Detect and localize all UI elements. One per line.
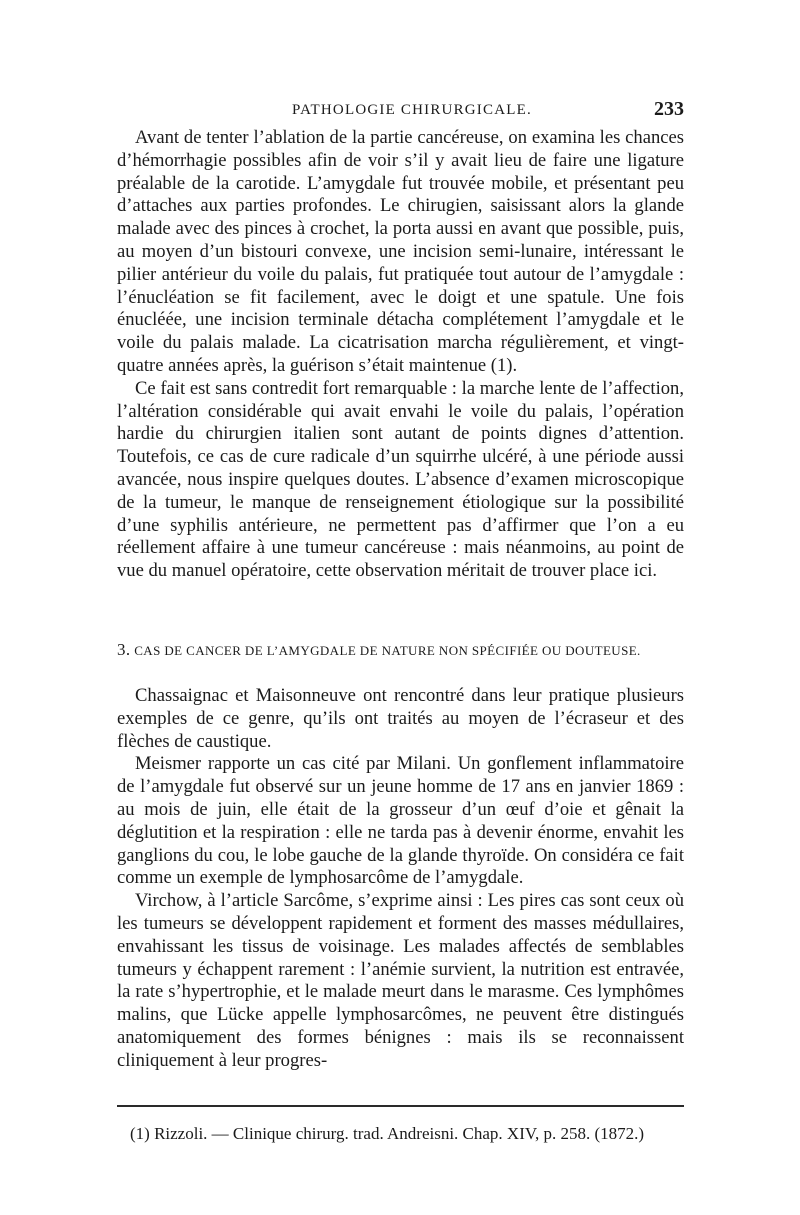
section-title: CAS DE CANCER DE L’AMYGDALE DE NATURE NON SPÉCIFIÉE OU DOUTEUSE. [134, 643, 641, 658]
body-text-top [117, 127, 684, 583]
running-title: PATHOLOGIE CHIRURGICALE. [292, 102, 532, 118]
section-number: 3. [117, 640, 131, 659]
paragraph: Virchow, à l’article Sarcôme, s’exprime ainsi : Les pires cas sont ceux où les tumeurs se développent rapidement et forment des masses médullaires, envahissant les tissus de voisinage. Les malades affectés de semblables tumeurs y échappent rarement : l’anémie survient, la nutrition est entravée, la rate s’hypertrophie, et le malade meurt dans le marasme. Ces lymphômes malins, que Lücke appelle lymphosarcômes, ne peuvent être distingués anatomiquement des formes bénignes : mais ils se reconnaissent cliniquement à leur progres- [117, 890, 684, 1071]
page-number: 233 [654, 98, 684, 120]
paragraph: Ce fait est sans contredit fort remarquable : la marche lente de l’affection, l’altération considérable qui avait envahi le voile du palais, l’opération hardie du chirurgien italien sont autant de points dignes d’attention. Toutefois, ce cas de cure radicale d’un squirrhe ulcéré, à une période aussi avancée, nous inspire quelques doutes. L’absence d’examen microscopique de la tumeur, le manque de renseignement étiologique sur la possibilité d’une syphilis antérieure, ne permettent pas d’affirmer que l’on a eu réellement affaire à une tumeur cancéreuse : mais néanmoins, au point de vue du manuel opératoire, cette observation méritait de trouver place ici. [117, 377, 684, 582]
footnote: (1) Rizzoli. — Clinique chirurg. trad. Andreisni. Chap. XIV, p. 258. (1872.) [130, 1124, 645, 1143]
paragraph: Chassaignac et Maisonneuve ont rencontré dans leur pratique plusieurs exemples de ce genre, qu’ils ont traités au moyen de l’écraseur et des flèches de caustique. [117, 685, 684, 752]
body-text-bottom [117, 685, 684, 1073]
section-heading [117, 640, 684, 660]
paragraph: Meismer rapporte un cas cité par Milani. Un gonflement inflammatoire de l’amygdale fut observé sur un jeune homme de 17 ans en janvier 1869 : au mois de juin, elle était de la grosseur d’un œuf d’oie et gênait la déglutition et la respiration : elle ne tarda pas à devenir énorme, envahit les ganglions du cou, le lobe gauche de la glande thyroïde. On considéra ce fait comme un exemple de lymphosarcôme de l’amygdale. [117, 753, 684, 889]
footnote-divider [117, 1105, 684, 1107]
paragraph: Avant de tenter l’ablation de la partie cancéreuse, on examina les chances d’hémorrhagie possibles afin de voir s’il y avait lieu de faire une ligature préalable de la carotide. L’amygdale fut trouvée mobile, et présentant peu d’attaches aux parties profondes. Le chirugien, saisissant alors la glande malade avec des pinces à crochet, la porta aussi en avant que possible, puis, au moyen d’un bistouri convexe, une incision semi-lunaire, intéressant le pilier antérieur du voile du palais, fut pratiquée tout autour de l’amygdale : l’énucléation se fit facilement, avec le doigt et une spatule. Une fois énucléée, une incision terminale détacha complétement l’amygdale et le voile du palais malade. La cicatrisation marcha régulièrement, et vingt-quatre années après, la guérison s’était maintenue (1). [117, 127, 684, 376]
running-header [117, 100, 684, 124]
